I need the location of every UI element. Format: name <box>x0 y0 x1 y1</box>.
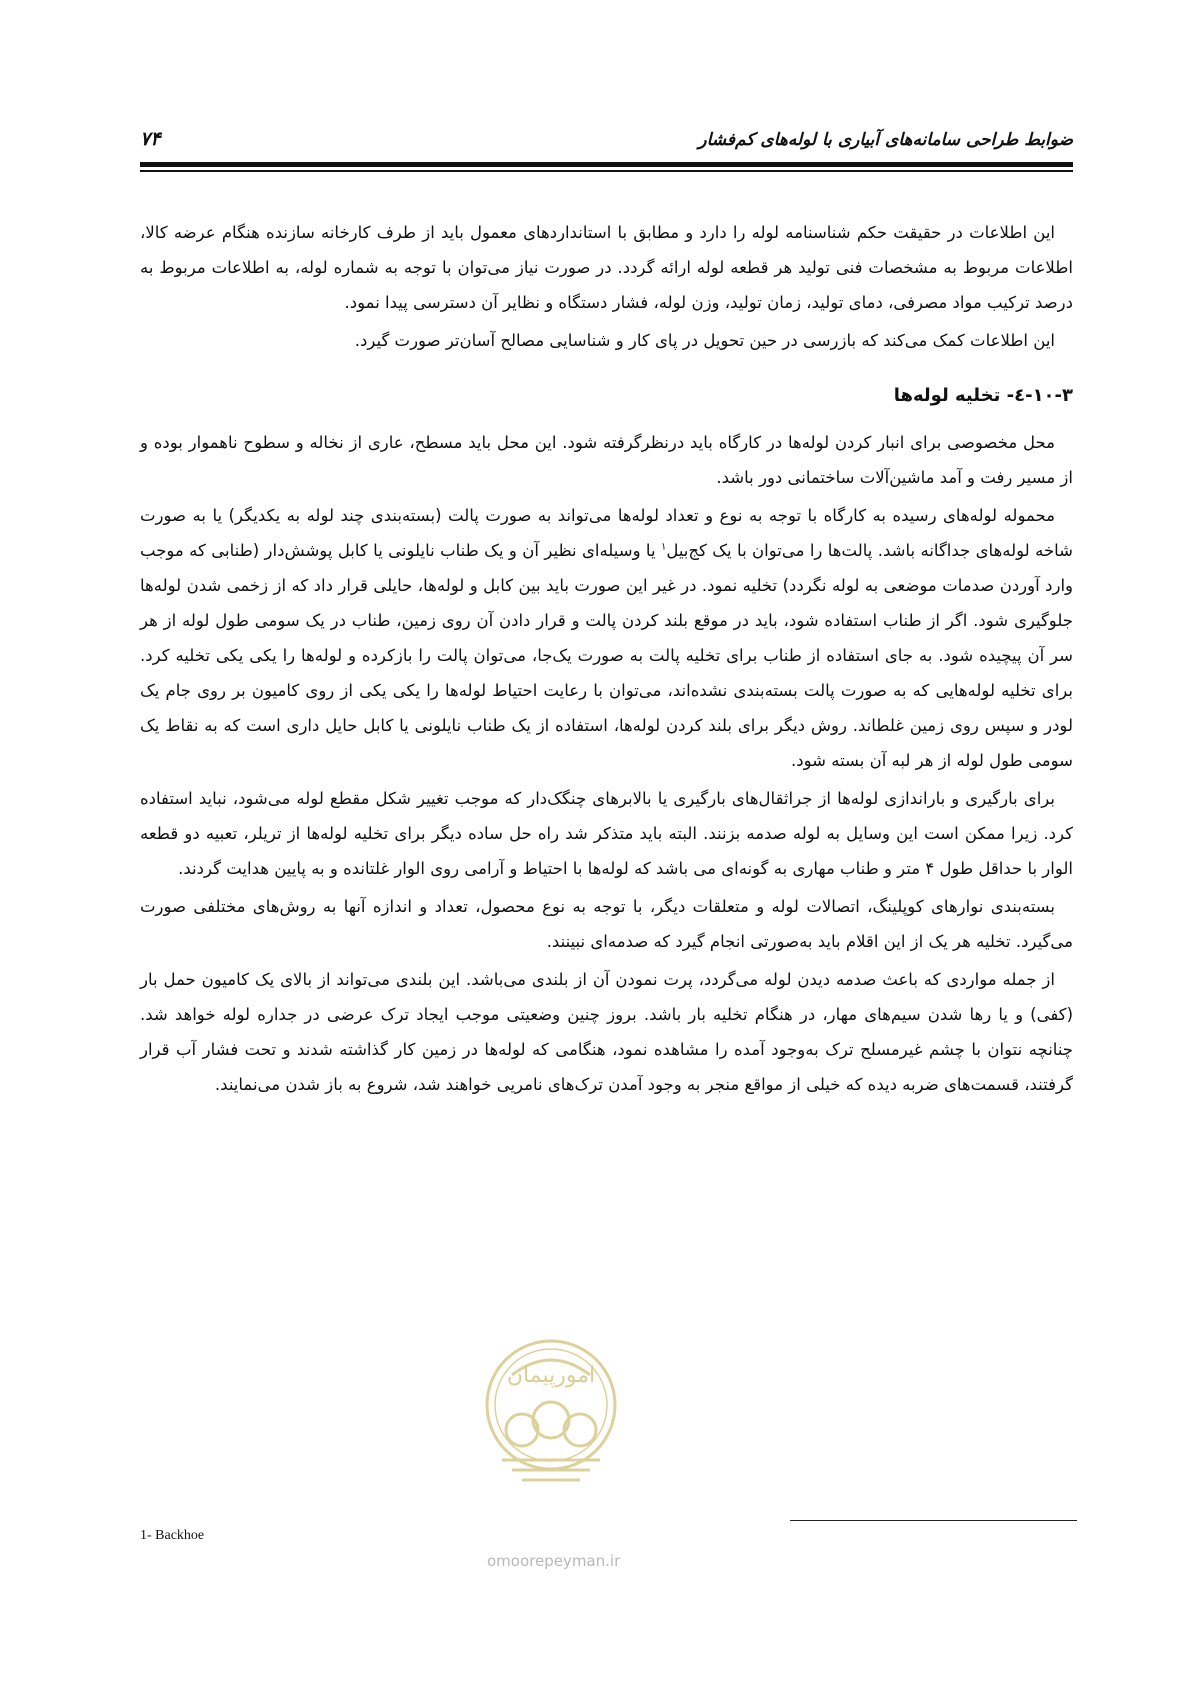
paragraph-unloading-text-b: یا وسیله‌ای نظیر آن و یک طناب نایلونی یا کابل پوشش‌دار (طنابی که موجب وارد آوردن صدمات موضعی به لوله نگردد) تخلیه نمود. در غیر این صورت باید بین کابل و لوله‌ها، حایلی قرار داد که از زخمی شدن لوله‌ها جلوگیری شود. اگر از طناب استفاده شود، باید در موقع بلند کردن پالت و قرار دادن آن روی زمین، طناب در یک سومی طول لوله از هر سر آن پیچیده شود. به جای استفاده از طناب برای تخلیه پالت به صورت یک‌جا، می‌توان پالت را بازکرده و لوله‌ها را یکی یکی تخلیه کرد. برای تخلیه لوله‌هایی که به صورت پالت بسته‌بندی نشده‌اند، می‌توان با رعایت احتیاط لوله‌ها را یکی یکی از روی کامیون بر روی جام یک لودر و سپس روی زمین غلطاند. روش دیگر برای بلند کردن لوله‌ها، استفاده از یک طناب نایلونی یا کابل حایل داری است که به نقاط یک سومی طول لوله از هر لبه آن بسته شود. <box>140 541 1073 770</box>
watermark-logo-text: امورپیمان <box>506 1363 596 1388</box>
footnote-separator <box>790 1520 1077 1521</box>
running-title: ضوابط طراحی سامانه‌های آبیاری با لوله‌های کم‌فشار <box>698 130 1073 150</box>
footnote: 1- Backhoe <box>140 1528 205 1543</box>
page-number: ۷۴ <box>140 128 161 150</box>
section-heading: ۱۰-۳-٤- تخلیه لوله‌ها <box>893 385 1073 406</box>
body-text <box>140 215 1073 1105</box>
intro-paragraph-1: این اطلاعات در حقیقت حکم شناسنامه لوله را دارد و مطابق با استانداردهای معمول باید از طرف کارخانه سازنده هنگام عرضه کالا، اطلاعات مربوط به مشخصات فنی تولید هر قطعه لوله ارائه گردد. در صورت نیاز می‌توان با توجه به شماره لوله، به اطلاعات مربوط به درصد ترکیب مواد مصرفی، دمای تولید، زمان تولید، وزن لوله، فشار دستگاه و نظایر آن دسترسی پیدا نمود. <box>140 223 1073 312</box>
paragraph-storage: محل مخصوصی برای انبار کردن لوله‌ها در کارگاه باید درنظرگرفته شود. این محل باید مسطح، عاری از نخاله و سطوح ناهموار بوده و از مسیر رفت و آمد ماشین‌آلات ساختمانی دور باشد. <box>140 433 1073 487</box>
paragraph-unloading-pallets <box>140 498 1073 778</box>
paragraph-cranes: برای بارگیری و باراندازی لوله‌ها از جراثقال‌های بارگیری یا بالابرهای چنگک‌دار که موجب تغییر شکل مقطع لوله می‌شود، نباید استفاده کرد. زیرا ممکن است این وسایل به لوله صدمه بزنند. البته باید متذکر شد راه حل ساده دیگر برای تخلیه لوله‌ها از تریلر، تعبیه دو قطعه الوار با حداقل طول ۴ متر و طناب مهاری به گونه‌ای می باشد که لوله‌ها با احتیاط و آرامی روی الوار غلتانده و به پایین هدایت گردند. <box>140 789 1073 878</box>
watermark-logo <box>482 1320 620 1490</box>
watermark-site-text: omoorepeyman.ir <box>487 1552 621 1570</box>
intro-paragraph-2: این اطلاعات کمک می‌کند که بازرسی در حین تحویل در پای کار و شناسایی مصالح آسان‌تر صورت گیرد. <box>354 331 1055 350</box>
paragraph-unloading-text-a: محموله لوله‌های رسیده به کارگاه با توجه به نوع و تعداد لوله‌ها می‌تواند به صورت پالت (بسته‌بندی چند لوله به یکدیگر) یا به صورت شاخه لوله‌های جداگانه باشد. پالت‌ها را می‌توان با یک کج‌بیل <box>140 506 1073 560</box>
footnote-reference[interactable]: ۱ <box>660 541 667 553</box>
page-header <box>140 128 1073 158</box>
paragraph-damage: از جمله مواردی که باعث صدمه دیدن لوله می‌گردد، پرت نمودن آن از بلندی می‌باشد. این بلندی می‌تواند از بالای یک کامیون حمل بار (کفی) و یا رها شدن سیم‌های مهار، در هنگام تخلیه بار باشد. بروز چنین وضعیتی موجب ایجاد ترک عرضی در جداره لوله خواهد شد. چنانچه نتوان با چشم غیرمسلح ترک به‌وجود آمده را مشاهده نمود، هنگامی که لوله‌ها در زمین کار گذاشته شدند و تحت فشار آب قرار گرفتند، قسمت‌های ضربه دیده که خیلی از مواقع منجر به وجود آمدن ترک‌های نامریی خواهند شد، شروع به باز شدن می‌نمایند. <box>140 970 1073 1094</box>
header-rule-thin <box>140 170 1073 172</box>
paragraph-packaging: بسته‌بندی نوارهای کوپلینگ، اتصالات لوله و متعلقات دیگر، با توجه به نوع محصول، تعداد و اندازه آنها به روش‌های مختلفی صورت می‌گیرد. تخلیه هر یک از این اقلام باید به‌صورتی انجام گیرد که صدمه‌ای نبینند. <box>140 897 1073 951</box>
header-rule-thick <box>140 162 1073 167</box>
